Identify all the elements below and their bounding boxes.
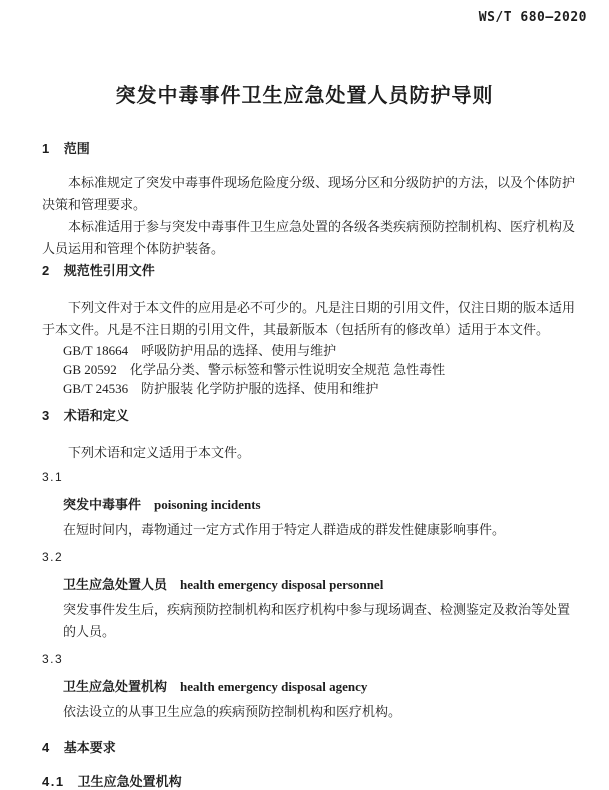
reference-item	[63, 379, 575, 398]
reference-list	[42, 341, 575, 398]
section-3-heading	[42, 408, 575, 424]
doc-code: WS/T 680—2020	[478, 10, 587, 25]
section-2-title: 规范性引用文件	[63, 263, 155, 278]
reference-name: 防护服装 化学防护服的选择、使用和维护	[141, 381, 379, 396]
term-definition: 依法设立的从事卫生应急的疾病预防控制机构和医疗机构。	[63, 704, 402, 719]
term-name	[42, 676, 575, 698]
reference-code: GB/T 24536	[63, 381, 129, 396]
term-definition: 在短时间内，毒物通过一定方式作用于特定人群造成的群发性健康影响事件。	[63, 522, 506, 537]
reference-item	[63, 341, 575, 360]
section-2-number: 2	[42, 263, 51, 278]
section-4-title: 基本要求	[63, 740, 116, 755]
reference-name: 化学品分类、警示标签和警示性说明安全规范 急性毒性	[129, 362, 446, 377]
section-1-paragraph-1: 本标准规定了突发中毒事件现场危险度分级、现场分区和分级防护的方法，以及个体防护决策和管理要求。	[42, 175, 576, 212]
reference-item	[63, 360, 575, 379]
reference-code: GB/T 18664	[63, 343, 129, 358]
section-1-paragraph-2: 本标准适用于参与突发中毒事件卫生应急处置的各级各类疾病预防控制机构、医疗机构及人员运用和管理个体防护装备。	[42, 219, 576, 256]
section-1-heading	[42, 141, 575, 157]
document-title: 突发中毒事件卫生应急处置人员防护导则	[115, 85, 494, 107]
reference-name: 呼吸防护用品的选择、使用与维护	[141, 343, 337, 358]
term-number: 3.3	[42, 652, 64, 666]
term-definition: 突发事件发生后，疾病预防控制机构和医疗机构中参与现场调查、检测鉴定及救治等处置的人员。	[63, 602, 571, 639]
reference-code: GB 20592	[63, 362, 117, 377]
section-3-number: 3	[42, 408, 51, 423]
term-name-en: poisoning incidents	[154, 497, 261, 512]
term-name	[42, 494, 575, 516]
term-name-en: health emergency disposal personnel	[180, 577, 384, 592]
section-4-number: 4	[42, 740, 51, 755]
section-4-1-number: 4.1	[42, 774, 65, 789]
term-number: 3.2	[42, 550, 64, 564]
term-name-en: health emergency disposal agency	[180, 679, 368, 694]
term-name	[42, 574, 575, 596]
section-3-intro: 下列术语和定义适用于本文件。	[68, 445, 251, 460]
section-2-heading	[42, 263, 575, 279]
term-name-zh: 卫生应急处置人员	[63, 577, 168, 592]
term-name-zh: 突发中毒事件	[63, 497, 142, 512]
section-4-1-title: 卫生应急处置机构	[77, 774, 182, 789]
section-1-title: 范围	[63, 141, 90, 156]
section-4-heading	[42, 740, 575, 756]
section-4-1-heading	[42, 774, 575, 790]
section-3-title: 术语和定义	[63, 408, 129, 423]
section-2-intro: 下列文件对于本文件的应用是必不可少的。凡是注日期的引用文件，仅注日期的版本适用于本文件。凡是不注日期的引用文件，其最新版本（包括所有的修改单）适用于本文件。	[42, 300, 576, 337]
term-number: 3.1	[42, 470, 64, 484]
term-name-zh: 卫生应急处置机构	[63, 679, 168, 694]
section-1-number: 1	[42, 141, 51, 156]
document-body	[0, 141, 609, 790]
